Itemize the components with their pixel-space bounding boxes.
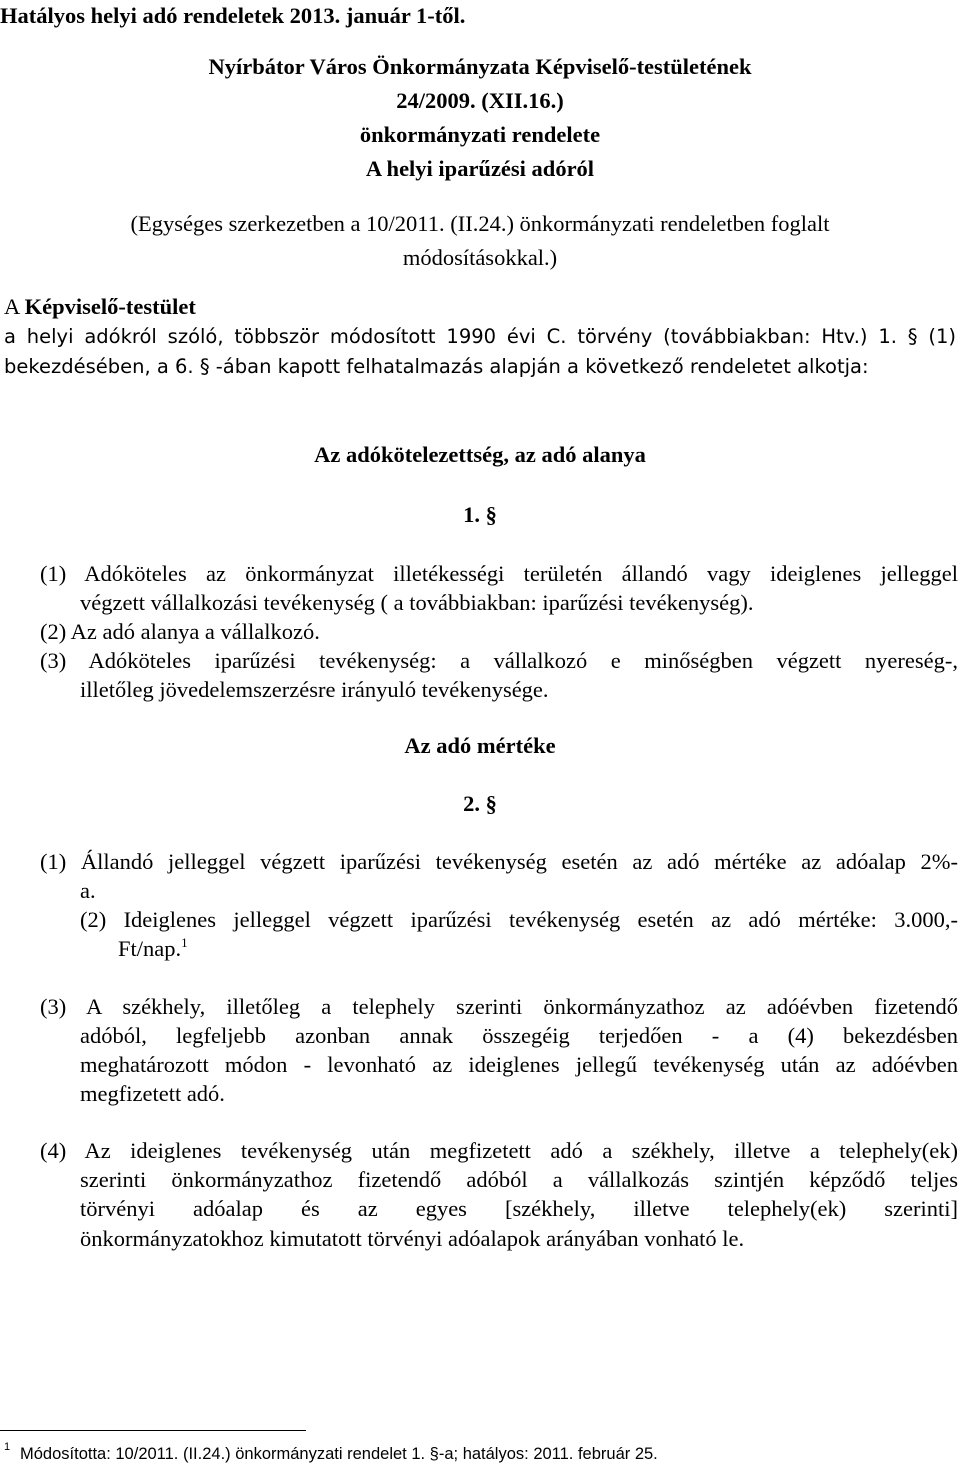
validity-note: Hatályos helyi adó rendeletek 2013. január 1-től.	[0, 3, 466, 28]
preamble-line-1	[4, 296, 196, 319]
section-2-heading: Az adó mértéke	[404, 733, 556, 758]
section-2-paragraph-1-line-1: (1) Állandó jelleggel végzett iparűzési tevékenység esetén az adó mértéke az adóalap 2%-	[40, 849, 958, 874]
section-1-paragraph-2: (2) Az adó alanya a vállalkozó.	[40, 619, 320, 644]
preamble-prefix: A	[4, 294, 25, 319]
consolidation-note-line-2: módosításokkal.)	[402, 245, 558, 270]
document-title-line-2: 24/2009. (XII.16.)	[396, 88, 564, 113]
section-2-paragraph-3-line-1: (3) A székhely, illetőleg a telephely szerinti önkormányzathoz az adóévben fizetendő	[40, 994, 958, 1019]
section-1-paragraph-1-line-2: végzett vállalkozási tevékenység ( a továbbiakban: iparűzési tevékenység).	[80, 590, 754, 615]
section-2-paragraph-4-line-1: (4) Az ideiglenes tevékenység után megfizetett adó a székhely, illetve a telephely(ek)	[40, 1138, 958, 1163]
section-2-paragraph-2-tail: Ft/nap.	[118, 936, 182, 961]
footnote-text: Módosította: 10/2011. (II.24.) önkormányzati rendelet 1. §-a; hatályos: 2011. február 25.	[20, 1445, 658, 1463]
section-2-paragraph-3-line-2: adóból, legfeljebb azonban annak összegéig terjedően - a (4) bekezdésben	[80, 1023, 958, 1048]
footnote-separator	[0, 1430, 306, 1431]
section-2-paragraph-4-line-3: törvényi adóalap és az egyes [székhely, illetve telephely(ek) szerinti]	[80, 1196, 958, 1221]
section-2-paragraph-2-line-2	[118, 935, 188, 961]
document-title-line-4: A helyi iparűzési adóról	[365, 156, 595, 181]
section-2-paragraph-4-line-4: önkormányzatokhoz kimutatott törvényi adóalapok arányában vonható le.	[80, 1226, 745, 1251]
section-2-paragraph-1-line-2: a.	[80, 878, 96, 903]
section-2-number: 2. §	[463, 791, 497, 816]
section-2-paragraph-3-line-4: megfizetett adó.	[80, 1081, 225, 1106]
section-1-heading: Az adókötelezettség, az adó alanya	[314, 442, 646, 467]
preamble-line-3: bekezdésében, a 6. § -ában kapott felhatalmazás alapján a következő rendeletet alkotja:	[4, 355, 869, 378]
preamble-body-name: Képviselő-testület	[24, 294, 196, 319]
section-1-paragraph-3-line-2: illetőleg jövedelemszerzésre irányuló tevékenysége.	[80, 677, 549, 702]
document-title-line-1: Nyírbátor Város Önkormányzata Képviselő-testületének	[208, 54, 752, 79]
footnote-reference[interactable]: 1	[181, 935, 188, 950]
section-1-paragraph-1-line-1: (1) Adóköteles az önkormányzat illetékességi területén állandó vagy ideiglenes jelleggel	[40, 561, 958, 586]
section-2-paragraph-3-line-3: meghatározott módon - levonható az ideiglenes jellegű tevékenység után az adóévben	[80, 1052, 958, 1077]
section-2-paragraph-4-line-2: szerinti önkormányzathoz fizetendő adóból a vállalkozás szintjén képződő teljes	[80, 1167, 958, 1192]
document-title-line-3: önkormányzati rendelete	[359, 122, 601, 147]
section-1-paragraph-3-line-1: (3) Adóköteles iparűzési tevékenység: a vállalkozó e minőségben végzett nyereség-,	[40, 648, 958, 673]
consolidation-note-line-1: (Egységes szerkezetben a 10/2011. (II.24.) önkormányzati rendeletben foglalt	[130, 211, 830, 236]
preamble-line-2: a helyi adókról szóló, többször módosított 1990 évi C. törvény (továbbiakban: Htv.) 1. § (1)	[4, 325, 956, 348]
section-1-number: 1. §	[463, 502, 497, 527]
section-2-paragraph-2-line-1: (2) Ideiglenes jelleggel végzett iparűzési tevékenység esetén az adó mértéke: 3.000,-	[80, 907, 958, 932]
footnote-number: 1	[4, 1441, 11, 1453]
